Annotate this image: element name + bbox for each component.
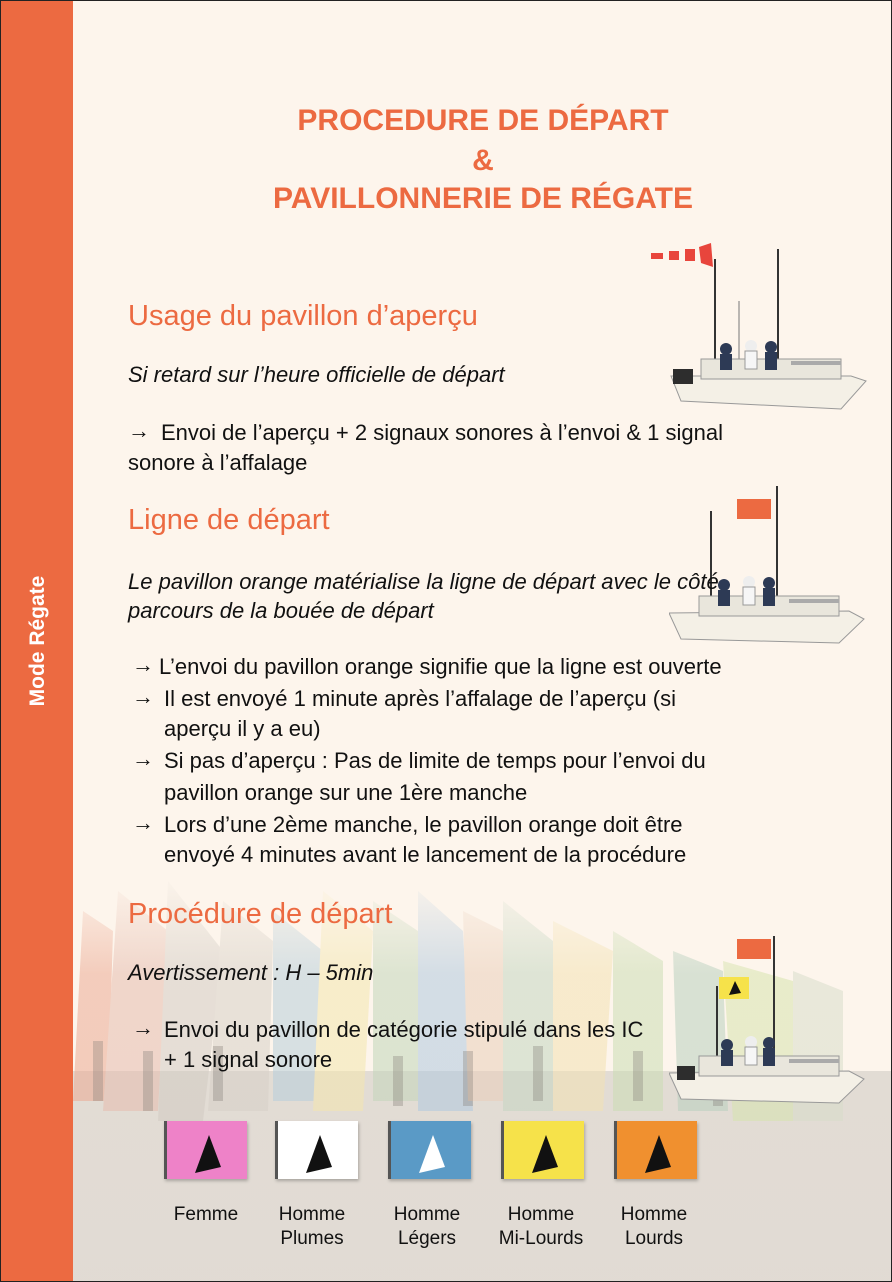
ligne-heading: Ligne de départ bbox=[128, 504, 330, 536]
procedure-line-2: + 1 signal sonore bbox=[164, 1047, 333, 1072]
ligne-bullet-2b: aperçu il y a eu) bbox=[164, 716, 321, 741]
ligne-bullet-4a: Lors d’une 2ème manche, le pavillon orange doit être bbox=[164, 812, 683, 837]
ligne-bullet-3a: Si pas d’aperçu : Pas de limite de temps pour l’envoi du bbox=[164, 748, 706, 773]
ligne-intro-1: Le pavillon orange matérialise la ligne de départ avec le côté bbox=[128, 569, 719, 594]
category-flag-legers bbox=[388, 1121, 471, 1179]
category-flag-plumes bbox=[275, 1121, 358, 1179]
arrow-icon: → bbox=[132, 746, 154, 771]
category-label-legers: Homme Légers bbox=[393, 1204, 461, 1249]
committee-boat-apercu-image bbox=[641, 241, 871, 416]
category-flag-icon bbox=[719, 977, 749, 999]
procedure-line-1: Envoi du pavillon de catégorie stipulé dans les IC bbox=[164, 1017, 644, 1042]
title-line-1: PROCEDURE DE DÉPART bbox=[297, 104, 669, 137]
category-label-plumes: Homme Plumes bbox=[278, 1204, 346, 1249]
arrow-icon: → bbox=[132, 1015, 154, 1040]
category-label-mi-lourds: Homme Mi-Lourds bbox=[498, 1204, 584, 1249]
ligne-bullet-2a: Il est envoyé 1 minute après l’affalage de l’aperçu (si bbox=[164, 686, 676, 711]
category-flag-femme bbox=[164, 1121, 247, 1179]
title-line-3: PAVILLONNERIE DE RÉGATE bbox=[272, 182, 694, 215]
orange-flag-icon bbox=[737, 939, 771, 959]
apercu-line-2: sonore à l’affalage bbox=[128, 450, 308, 475]
arrow-icon: → bbox=[132, 684, 154, 709]
title-line-2: & bbox=[472, 144, 494, 177]
side-label: Mode Régate bbox=[26, 575, 49, 707]
orange-flag-icon bbox=[737, 499, 771, 519]
category-flag-lourds bbox=[614, 1121, 697, 1179]
committee-boat-orange-flag-image bbox=[669, 481, 869, 646]
committee-boat-category-flag-image bbox=[669, 931, 869, 1106]
category-flag-mi-lourds bbox=[501, 1121, 584, 1179]
apercu-flag-icon bbox=[651, 243, 713, 267]
category-label-femme: Femme bbox=[173, 1204, 239, 1225]
ligne-bullet-4b: envoyé 4 minutes avant le lancement de la procédure bbox=[164, 842, 687, 867]
arrow-icon: → bbox=[132, 810, 154, 835]
procedure-heading: Procédure de départ bbox=[128, 898, 393, 930]
apercu-intro: Si retard sur l’heure officielle de départ bbox=[128, 362, 505, 387]
ligne-bullet-1: L’envoi du pavillon orange signifie que la ligne est ouverte bbox=[159, 654, 722, 679]
arrow-icon: → bbox=[132, 652, 154, 677]
procedure-intro: Avertissement : H – 5min bbox=[128, 960, 374, 985]
apercu-line-1: Envoi de l’aperçu + 2 signaux sonores à l’envoi & 1 signal bbox=[161, 420, 723, 445]
ligne-bullet-3b: pavillon orange sur une 1ère manche bbox=[164, 780, 528, 805]
ligne-intro-2: parcours de la bouée de départ bbox=[128, 598, 434, 623]
side-strip bbox=[1, 1, 73, 1282]
category-label-lourds: Homme Lourds bbox=[620, 1204, 688, 1249]
apercu-heading: Usage du pavillon d’aperçu bbox=[128, 300, 478, 332]
arrow-icon: → bbox=[128, 418, 150, 443]
